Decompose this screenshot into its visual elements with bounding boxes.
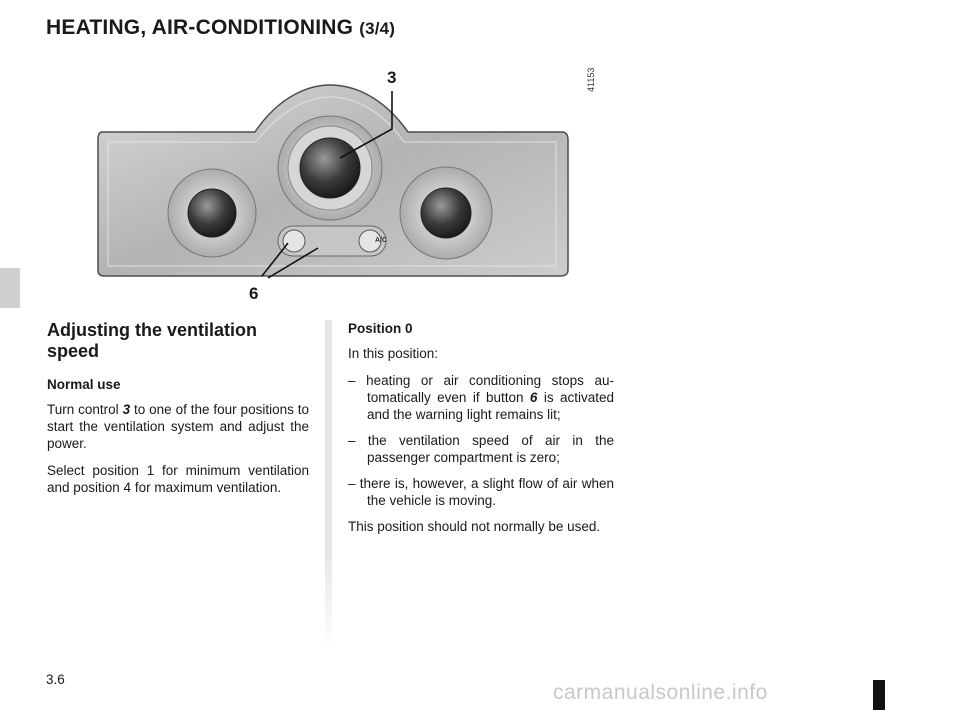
figure-code: 41153: [586, 67, 596, 92]
right-column: [348, 320, 614, 545]
normal-use-heading: Normal use: [47, 377, 121, 392]
list-item: – the ventilation speed of air in the passenger compartment is zero;: [348, 433, 614, 465]
list-item: – there is, however, a slight flow of air when the vehicle is moving.: [348, 476, 614, 508]
page-title: [46, 16, 395, 40]
callout-6: 6: [249, 284, 259, 303]
control-panel-drawing: [90, 50, 610, 305]
list-item: – heating or air conditioning stops automatically even if button 6 is activated and the warning light remains lit;: [348, 373, 614, 422]
normal-use-paragraph: Turn control 3 to one of the four positions to start the ventilation system and adjust the power.: [47, 402, 309, 451]
position-0-intro: In this position:: [348, 346, 439, 361]
left-dial-knob: [188, 189, 236, 237]
column-divider: [325, 320, 332, 650]
corner-mark: [873, 680, 885, 710]
watermark: carmanualsonline.info: [553, 681, 768, 704]
page-title-text: HEATING, AIR-CONDITIONING: [46, 16, 354, 39]
position-0-heading: Position 0: [348, 321, 413, 336]
page-title-part: (3/4): [359, 19, 396, 38]
position-paragraph: Select position 1 for minimum ventilation and position 4 for maximum ventilation.: [47, 463, 309, 495]
ventilation-control-knob: [300, 138, 360, 198]
left-column: [47, 320, 309, 506]
right-dial-knob: [421, 188, 471, 238]
control-panel-illustration: [90, 50, 610, 305]
section-heading: Adjusting the ventilation speed: [47, 320, 257, 361]
page-number: 3.6: [46, 672, 65, 687]
section-tab: [0, 268, 20, 308]
callout-3: 3: [387, 68, 397, 87]
ac-button: [283, 230, 305, 252]
button-ref: 6: [529, 390, 538, 405]
position-0-closing: This position should not normally be used.: [348, 519, 601, 534]
control-ref: 3: [122, 402, 131, 417]
ac-button-label: A/C: [375, 237, 388, 244]
position-0-list: [348, 372, 614, 509]
